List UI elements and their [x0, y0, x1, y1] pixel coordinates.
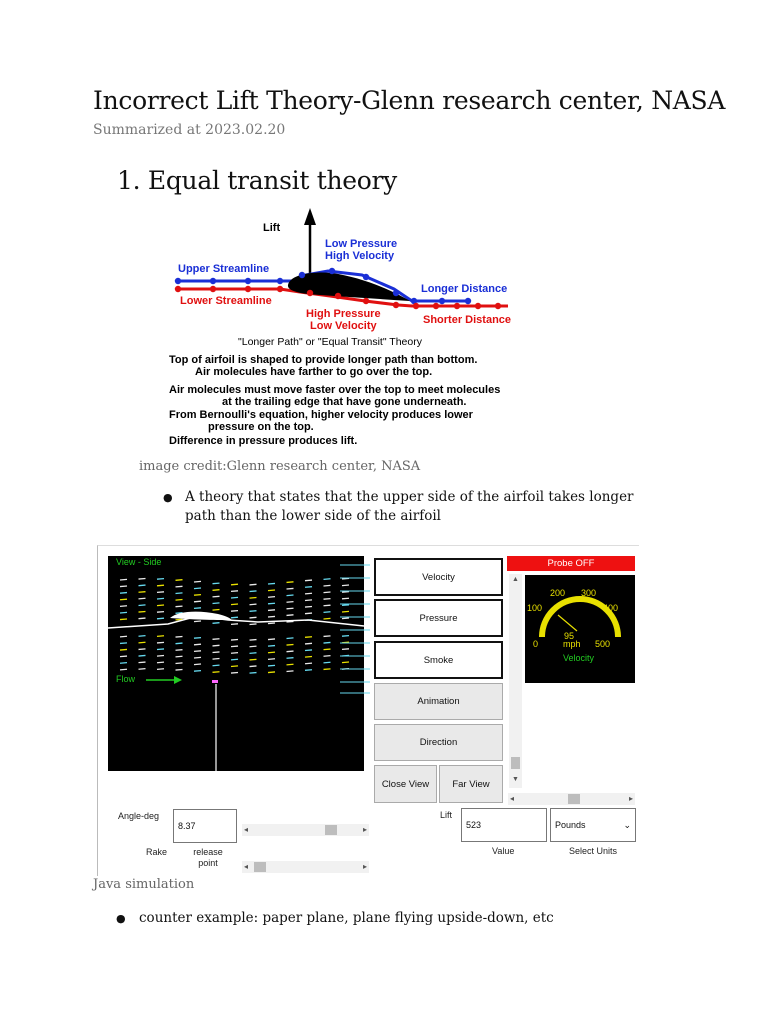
streamline-segment: [157, 656, 164, 657]
streamline-segment: [231, 617, 238, 618]
streamline-segment: [176, 643, 183, 644]
gauge-value: 95: [564, 631, 575, 641]
list-item: [116, 909, 676, 928]
streamline-segment: [176, 656, 183, 657]
streamline-segment: [250, 646, 257, 647]
gauge-tick-0: 0: [533, 639, 539, 649]
streamline-segment: [268, 659, 275, 660]
longer-distance-label: Longer Distance: [421, 283, 508, 295]
streamline-segment: [287, 638, 294, 639]
streamline-segment: [194, 588, 201, 589]
pressure-scale-marks: [340, 560, 372, 695]
streamline-segment: [305, 580, 312, 581]
streamline-segment: [231, 611, 238, 612]
lift-value-field: 523: [461, 808, 547, 842]
streamline-segment: [120, 643, 127, 644]
streamline-segment: [324, 636, 331, 637]
streamline-segment: [268, 665, 275, 666]
streamline-segment: [213, 652, 220, 653]
gauge-label: Velocity: [563, 653, 595, 663]
streamline-segment: [250, 673, 257, 674]
streamline-segment: [305, 637, 312, 638]
streamline-segment: [176, 580, 183, 581]
low-pressure-label: Low Pressure: [325, 238, 398, 250]
streamline-segment: [231, 646, 238, 647]
section-heading: 1. Equal transit theory: [117, 166, 397, 195]
streamline-segment: [268, 646, 275, 647]
release-point-label: release point: [193, 847, 223, 868]
streamline-segment: [305, 600, 312, 601]
streamline-segment: [213, 659, 220, 660]
view-side-label: View - Side: [116, 557, 162, 567]
streamline-segment: [213, 609, 220, 610]
streamline-segment: [157, 585, 164, 586]
value-label: Value: [492, 846, 515, 856]
shorter-distance-label: Shorter Distance: [423, 314, 512, 326]
streamline-segment: [120, 663, 127, 664]
streamline-segment: [139, 649, 146, 650]
streamline-segment: [120, 599, 127, 600]
angle-slider[interactable]: [242, 824, 369, 836]
slider-left-icon[interactable]: ◂: [244, 862, 249, 871]
streamline-segment: [120, 579, 127, 580]
streamline-segment: [139, 605, 146, 606]
streamline-segment: [305, 663, 312, 664]
streamline-segment: [157, 636, 164, 637]
streamline-segment: [305, 587, 312, 588]
theory-line-3: Air molecules must move faster over the top to meet molecules: [169, 384, 501, 396]
streamline-segment: [213, 623, 220, 624]
upper-streamline-label: Upper Streamline: [178, 263, 270, 275]
streamline-segment: [213, 603, 220, 604]
gauge-tick-400: 400: [603, 603, 619, 613]
streamline-segment: [139, 598, 146, 599]
streamline-segment: [213, 583, 220, 584]
chevron-down-icon: ⌄: [623, 819, 631, 830]
streamline-segment: [231, 591, 238, 592]
streamline-segment: [157, 642, 164, 643]
streamline-segment: [287, 644, 294, 645]
streamline-segment: [287, 615, 294, 616]
streamline-segment: [176, 593, 183, 594]
streamline-segment: [231, 604, 238, 605]
slider-right-icon[interactable]: ▸: [362, 862, 367, 871]
streamline-segment: [250, 624, 257, 625]
streamline-segment: [139, 585, 146, 586]
streamline-segment: [231, 584, 238, 585]
summary-date: Summarized at 2023.02.20: [93, 122, 286, 138]
streamline-segment: [250, 591, 257, 592]
streamline-segment: [324, 599, 331, 600]
streamline-segment: [120, 593, 127, 594]
bullet-text: counter example: paper plane, plane flying upside-down, etc: [139, 910, 554, 926]
streamline-segment: [250, 640, 257, 641]
gauge-unit: mph: [563, 639, 581, 649]
streamline-segment: [250, 584, 257, 585]
flow-label: Flow: [116, 674, 136, 684]
streamline-segment: [268, 610, 275, 611]
smoke-button[interactable]: Smoke: [374, 641, 503, 679]
theory-line-4: at the trailing edge that have gone underneath.: [222, 396, 467, 408]
probe-position-slider[interactable]: [508, 793, 635, 805]
list-item: [163, 488, 663, 526]
lift-output-label: Lift: [440, 810, 453, 820]
streamline-segment: [250, 611, 257, 612]
streamline-segment: [157, 612, 164, 613]
slider-right-icon[interactable]: ▸: [628, 794, 633, 803]
angle-label: Angle-deg: [118, 811, 160, 821]
gauge-tick-300: 300: [581, 588, 597, 598]
streamline-segment: [120, 606, 127, 607]
streamline-segment: [194, 595, 201, 596]
streamline-segment: [250, 659, 257, 660]
select-units-label: Select Units: [569, 846, 618, 856]
streamline-segment: [120, 669, 127, 670]
streamline-segment: [139, 636, 146, 637]
streamline-segment: [194, 671, 201, 672]
theory-line-1: Top of airfoil is shaped to provide longer path than bottom.: [169, 354, 478, 366]
streamline-segment: [176, 663, 183, 664]
streamline-segment: [139, 642, 146, 643]
streamline-segment: [120, 649, 127, 650]
streamline-segment: [324, 618, 331, 619]
streamline-segment: [305, 643, 312, 644]
streamline-segment: [231, 653, 238, 654]
lower-streamline-label: Lower Streamline: [180, 295, 272, 307]
low-velocity-label: Low Velocity: [310, 320, 377, 332]
streamline-segment: [268, 652, 275, 653]
streamline-segment: [305, 613, 312, 614]
slider-thumb[interactable]: [254, 862, 266, 872]
streamline-segment: [213, 672, 220, 673]
streamline-segment: [268, 616, 275, 617]
streamline-segment: [324, 669, 331, 670]
controls-scrollbar[interactable]: [509, 574, 522, 788]
streamline-segment: [268, 597, 275, 598]
streamline-segment: [324, 656, 331, 657]
streamline-segment: [324, 662, 331, 663]
streamline-segment: [305, 650, 312, 651]
streamline-segment: [139, 669, 146, 670]
streamline-segment: [157, 669, 164, 670]
streamline-segment: [120, 612, 127, 613]
streamline-segment: [120, 656, 127, 657]
streamline-segment: [231, 624, 238, 625]
flow-field-graphic: [108, 556, 364, 771]
streamline-segment: [268, 583, 275, 584]
image-caption-simulation: Java simulation: [93, 877, 195, 892]
streamline-segment: [324, 579, 331, 580]
streamline-segment: [157, 598, 164, 599]
streamline-segment: [176, 600, 183, 601]
document-title: Incorrect Lift Theory-Glenn research center, NASA: [93, 86, 726, 115]
streamline-segment: [213, 639, 220, 640]
bullet-icon: ●: [163, 491, 173, 504]
streamline-segment: [231, 666, 238, 667]
streamline-segment: [324, 585, 331, 586]
streamline-segment: [194, 644, 201, 645]
streamline-segment: [324, 592, 331, 593]
gauge-dial-graphic: [525, 575, 635, 683]
streamline-segment: [120, 636, 127, 637]
animation-button[interactable]: Animation: [374, 683, 503, 720]
theory-line-2: Air molecules have farther to go over the top.: [195, 366, 433, 378]
streamline-segment: [287, 664, 294, 665]
streamline-segment: [194, 664, 201, 665]
streamline-segment: [305, 593, 312, 594]
lift-label: Lift: [263, 222, 281, 234]
streamline-segment: [120, 586, 127, 587]
streamline-segment: [324, 605, 331, 606]
streamline-segment: [287, 651, 294, 652]
streamline-segment: [194, 657, 201, 658]
streamline-segment: [139, 611, 146, 612]
streamline-segment: [213, 665, 220, 666]
streamline-segment: [139, 618, 146, 619]
theory-line-5: From Bernoulli's equation, higher velocity produces lower: [169, 409, 473, 421]
streamline-segment: [287, 658, 294, 659]
streamline-segment: [157, 605, 164, 606]
streamline-segment: [287, 582, 294, 583]
streamline-segment: [250, 604, 257, 605]
streamline-segment: [324, 649, 331, 650]
streamline-segment: [231, 639, 238, 640]
streamline-segment: [176, 636, 183, 637]
streamline-segment: [157, 579, 164, 580]
bullet-text: A theory that states that the upper side of the airfoil takes longer path than the lower side of the airfoil: [185, 489, 634, 524]
streamline-segment: [287, 602, 294, 603]
streamline-segment: [139, 655, 146, 656]
streamline-segment: [231, 672, 238, 673]
streamline-segment: [231, 597, 238, 598]
gauge-tick-500: 500: [595, 639, 611, 649]
streamline-segment: [324, 642, 331, 643]
streamline-segment: [176, 606, 183, 607]
angle-input[interactable]: 8.37: [173, 809, 237, 843]
flow-view-panel: [108, 556, 364, 771]
streamline-segment: [268, 672, 275, 673]
probe-marker[interactable]: [212, 680, 218, 683]
streamline-segment: [287, 588, 294, 589]
streamline-segment: [176, 650, 183, 651]
scroll-down-icon[interactable]: ▼: [512, 776, 519, 783]
probe-toggle-button[interactable]: Probe OFF: [507, 556, 635, 571]
slider-left-icon[interactable]: ◂: [244, 825, 249, 834]
scrollbar-thumb[interactable]: [511, 757, 520, 769]
high-pressure-label: High Pressure: [306, 308, 381, 320]
streamline-segment: [139, 578, 146, 579]
streamline-segment: [194, 601, 201, 602]
streamline-segment: [250, 653, 257, 654]
theory-line-6: pressure on the top.: [208, 421, 314, 433]
gauge-tick-200: 200: [550, 588, 566, 598]
far-view-button[interactable]: Far View: [439, 765, 503, 803]
streamline-segment: [250, 617, 257, 618]
streamline-segment: [231, 659, 238, 660]
streamline-segment: [305, 606, 312, 607]
streamline-segment: [194, 638, 201, 639]
streamline-segment: [305, 657, 312, 658]
bullet-icon: ●: [116, 912, 126, 925]
streamline-segment: [194, 581, 201, 582]
streamline-segment: [157, 662, 164, 663]
streamline-segment: [213, 590, 220, 591]
theory-line-7: Difference in pressure produces lift.: [169, 435, 358, 447]
streamline-segment: [268, 603, 275, 604]
direction-button[interactable]: Direction: [374, 724, 503, 761]
streamline-segment: [139, 592, 146, 593]
rake-label: Rake: [146, 847, 168, 857]
streamline-segment: [250, 666, 257, 667]
slider-left-icon[interactable]: ◂: [510, 794, 515, 803]
streamline-segment: [157, 592, 164, 593]
pressure-button[interactable]: Pressure: [374, 599, 503, 637]
slider-right-icon[interactable]: ▸: [362, 825, 367, 834]
slider-thumb[interactable]: [568, 794, 580, 804]
streamline-segment: [213, 596, 220, 597]
units-selected-value: Pounds: [555, 820, 586, 830]
slider-thumb[interactable]: [325, 825, 337, 835]
gauge-tick-100: 100: [527, 603, 543, 613]
streamline-segment: [268, 623, 275, 624]
streamline-segment: [176, 669, 183, 670]
streamline-segment: [287, 608, 294, 609]
units-select[interactable]: [550, 808, 636, 842]
streamline-segment: [305, 670, 312, 671]
streamline-segment: [324, 612, 331, 613]
streamline-segment: [268, 590, 275, 591]
streamline-segment: [250, 598, 257, 599]
streamline-segment: [194, 608, 201, 609]
streamline-segment: [194, 621, 201, 622]
streamline-segment: [194, 651, 201, 652]
close-view-button[interactable]: Close View: [374, 765, 437, 803]
velocity-button[interactable]: Velocity: [374, 558, 503, 596]
streamline-segment: [287, 671, 294, 672]
streamline-segment: [176, 586, 183, 587]
flow-arrow-icon: [144, 675, 184, 685]
velocity-gauge: [525, 575, 635, 683]
theory-title: "Longer Path" or "Equal Transit" Theory: [238, 336, 422, 348]
equal-transit-diagram: [160, 205, 520, 453]
streamline-segment: [120, 619, 127, 620]
streamline-segment: [287, 595, 294, 596]
streamline-segment: [139, 662, 146, 663]
streamline-segment: [157, 618, 164, 619]
rake-slider[interactable]: [242, 861, 369, 873]
image-caption-diagram: image credit:Glenn research center, NASA: [139, 459, 421, 474]
streamline-segment: [268, 639, 275, 640]
high-velocity-label: High Velocity: [325, 250, 395, 262]
streamline-segment: [213, 645, 220, 646]
streamline-segment: [157, 649, 164, 650]
scroll-up-icon[interactable]: ▲: [512, 576, 519, 583]
